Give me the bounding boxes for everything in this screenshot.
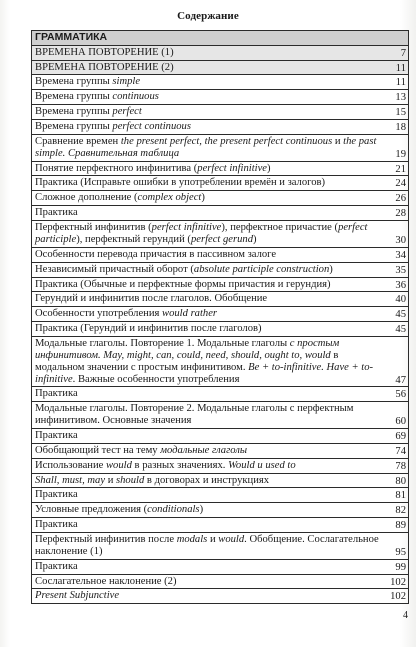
toc-entry-cell: [32, 402, 409, 429]
toc-entry-title: Модальные глаголы. Повторение 1. Модальные глаголы с простым инфинитивом. May, might, can, could, need, should, ought to, would в модальном значении с простым инфинитивом. Be + to-infinitive. Have + to-infinitive. Важные особенности употребления: [35, 337, 374, 385]
toc-entry-title: Практика: [35, 489, 78, 501]
toc-entry-page: 95: [395, 546, 406, 558]
toc-row: [32, 60, 409, 75]
toc-row: [32, 589, 409, 604]
toc-entry-title: Сравнение времен the present perfect, the present perfect continuous и the past simple. Сравнительная таблица: [35, 135, 377, 159]
toc-row: [32, 559, 409, 574]
toc-entry-page: 35: [395, 264, 406, 276]
toc-entry-title: Условные предложения (conditionals): [35, 504, 204, 516]
toc-entry-cell: [32, 221, 409, 248]
toc-entry-title: Герундий и инфинитив после глаголов. Обобщение: [35, 293, 268, 305]
toc-row: [32, 120, 409, 135]
toc-entry-title: Сложное дополнение (complex object): [35, 192, 205, 204]
toc-row: [32, 574, 409, 589]
toc-entry-title: Использование would в разных значениях. Would и used to: [35, 459, 296, 471]
toc-row: [32, 75, 409, 90]
toc-entry-cell: [32, 31, 409, 46]
page-title: Содержание: [177, 10, 239, 22]
toc-entry-title: ВРЕМЕНА ПОВТОРЕНИЕ (2): [35, 61, 174, 73]
toc-entry-cell: [32, 292, 409, 307]
toc-entry-page: 30: [395, 234, 406, 246]
toc-row: [32, 336, 409, 386]
toc-row: [32, 488, 409, 503]
toc-row: [32, 247, 409, 262]
toc-entry-cell: [32, 559, 409, 574]
toc-entry-page: 11: [395, 62, 406, 74]
toc-entry-cell: [32, 161, 409, 176]
toc-entry-cell: [32, 277, 409, 292]
toc-entry-title: Практика (Обычные и перфектные формы причастия и герундия): [35, 278, 331, 290]
toc-entry-title: Обобщающий тест на тему модальные глаголы: [35, 444, 248, 456]
toc-row: [32, 191, 409, 206]
toc-entry-title: Независимый причастный оборот (absolute participle construction): [35, 263, 333, 275]
toc-entry-title: Практика: [35, 519, 78, 531]
toc-entry-cell: [32, 589, 409, 604]
toc-entry-title: Модальные глаголы. Повторение 2. Модальные глаголы с перфектным инфинитивом. Основные значения: [35, 403, 354, 427]
toc-row: [32, 443, 409, 458]
page-number: 4: [403, 610, 408, 621]
toc-row: [32, 402, 409, 429]
toc-row: [32, 503, 409, 518]
toc-entry-title: ГРАММАТИКА: [35, 31, 108, 43]
toc-row: [32, 322, 409, 337]
toc-row: [32, 221, 409, 248]
toc-entry-page: 26: [395, 193, 406, 205]
toc-entry-page: 102: [390, 576, 406, 588]
toc-entry-title: Понятие перфектного инфинитива (perfect infinitive): [35, 162, 271, 174]
toc-row: [32, 428, 409, 443]
toc-row: [32, 90, 409, 105]
toc-entry-cell: [32, 428, 409, 443]
toc-entry-page: 69: [395, 430, 406, 442]
toc-entry-page: 18: [395, 122, 406, 134]
toc-entry-title: Времена группы continuous: [35, 91, 159, 103]
toc-entry-cell: [32, 176, 409, 191]
toc-entry-cell: [32, 206, 409, 221]
toc-entry-cell: [32, 336, 409, 386]
toc-entry-page: 11: [395, 77, 406, 89]
toc-entry-title: Shall, must, may и should в договорах и инструкциях: [35, 474, 270, 486]
toc-entry-title: Сослагательное наклонение (2): [35, 575, 177, 587]
toc-entry-page: 28: [395, 208, 406, 220]
toc-row: [32, 262, 409, 277]
toc-entry-page: 45: [395, 324, 406, 336]
toc-row: [32, 105, 409, 120]
toc-entry-page: 82: [395, 505, 406, 517]
toc-entry-page: 21: [395, 163, 406, 175]
toc-entry-page: 19: [395, 148, 406, 160]
toc-entry-cell: [32, 574, 409, 589]
toc-entry-cell: [32, 387, 409, 402]
toc-entry-title: Практика: [35, 207, 78, 219]
toc-entry-page: 15: [395, 107, 406, 119]
toc-entry-cell: [32, 262, 409, 277]
toc-entry-cell: [32, 105, 409, 120]
toc-entry-title: Практика (Исправьте ошибки в употреблении времён и залогов): [35, 177, 326, 189]
toc-entry-cell: [32, 322, 409, 337]
toc-entry-title: Практика: [35, 560, 78, 572]
toc-entry-title: Практика (Герундий и инфинитив после глаголов): [35, 323, 262, 335]
toc-entry-page: 34: [395, 249, 406, 261]
toc-entry-cell: [32, 247, 409, 262]
toc-entry-cell: [32, 191, 409, 206]
toc-entry-cell: [32, 134, 409, 161]
toc-entry-page: 24: [395, 178, 406, 190]
toc-row: [32, 387, 409, 402]
toc-row: [32, 532, 409, 559]
toc-entry-cell: [32, 532, 409, 559]
toc-entry-title: ВРЕМЕНА ПОВТОРЕНИЕ (1): [35, 46, 174, 58]
toc-entry-page: 36: [395, 279, 406, 291]
toc-row: [32, 518, 409, 533]
toc-entry-page: 13: [395, 92, 406, 104]
toc-entry-page: 99: [395, 561, 406, 573]
toc-entry-page: 81: [395, 490, 406, 502]
toc-entry-title: Перфектный инфинитив (perfect infinitive), перфектное причастие (perfect participle), перфектный герундий (perfect gerund): [35, 222, 368, 245]
toc-entry-cell: [32, 458, 409, 473]
toc-entry-page: 60: [395, 416, 406, 428]
toc-entry-cell: [32, 60, 409, 75]
toc-entry-title: Перфектный инфинитив после modals и would. Обобщение. Сослагательное наклонение (1): [35, 533, 379, 557]
toc-row: [32, 134, 409, 161]
toc-entry-title: Present Subjunctive: [35, 590, 120, 602]
toc-entry-title: Практика: [35, 429, 78, 441]
toc-entry-page: 45: [395, 309, 406, 321]
toc-entry-cell: [32, 473, 409, 488]
toc-row: [32, 292, 409, 307]
toc-entry-page: 80: [395, 475, 406, 487]
toc-row: [32, 473, 409, 488]
toc-entry-cell: [32, 503, 409, 518]
toc-entry-page: 7: [400, 47, 406, 59]
toc-entry-cell: [32, 518, 409, 533]
toc-entry-cell: [32, 488, 409, 503]
toc-entry-title: Времена группы simple: [35, 76, 141, 88]
toc-entry-page: 40: [395, 294, 406, 306]
toc-entry-cell: [32, 443, 409, 458]
toc-entry-page: 56: [395, 389, 406, 401]
toc-row: [32, 31, 409, 46]
toc-row: [32, 206, 409, 221]
toc-entry-title: Практика: [35, 388, 78, 400]
toc-row: [32, 307, 409, 322]
toc-entry-page: 102: [390, 591, 406, 603]
table-of-contents: [31, 30, 409, 604]
toc-entry-title: Времена группы perfect: [35, 106, 142, 118]
toc-entry-page: 74: [395, 445, 406, 457]
toc-entry-cell: [32, 90, 409, 105]
toc-body: [32, 31, 409, 604]
toc-row: [32, 45, 409, 60]
toc-row: [32, 277, 409, 292]
toc-entry-page: 78: [395, 460, 406, 472]
toc-entry-page: 89: [395, 520, 406, 532]
toc-entry-page: 47: [395, 374, 406, 386]
toc-entry-title: Времена группы perfect continuous: [35, 121, 191, 133]
toc-row: [32, 161, 409, 176]
toc-entry-cell: [32, 75, 409, 90]
toc-row: [32, 176, 409, 191]
toc-entry-title: Особенности перевода причастия в пассивном залоге: [35, 248, 277, 260]
toc-entry-title: Особенности употребления would rather: [35, 308, 218, 320]
toc-entry-cell: [32, 45, 409, 60]
toc-row: [32, 458, 409, 473]
toc-entry-cell: [32, 120, 409, 135]
toc-entry-cell: [32, 307, 409, 322]
